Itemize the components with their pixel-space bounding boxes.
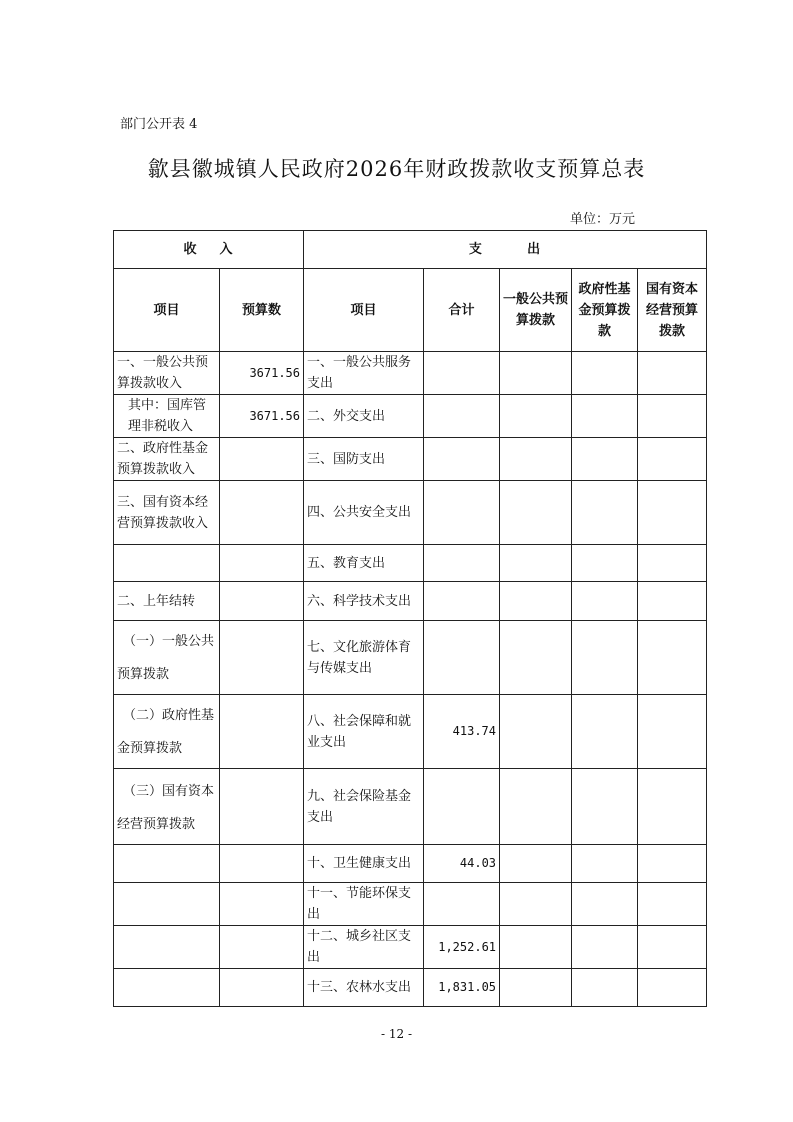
expense-item: 十二、城乡社区支出 [304,926,424,969]
income-budget [220,438,304,481]
expense-item: 一、一般公共服务支出 [304,352,424,395]
general-public-cell [500,969,572,1007]
income-budget [220,582,304,621]
state-capital-cell [638,926,707,969]
expense-header: 支 出 [304,231,707,269]
table-row [114,582,707,621]
expense-total [424,481,500,545]
income-item [114,545,220,582]
gov-fund-cell [572,883,638,926]
state-capital-cell [638,545,707,582]
income-item [114,969,220,1007]
income-item [114,769,220,845]
general-public-cell [500,845,572,883]
expense-item: 十三、农林水支出 [304,969,424,1007]
general-public-cell [500,395,572,438]
expense-item: 九、社会保险基金支出 [304,769,424,845]
state-capital-cell [638,883,707,926]
expense-item: 七、文化旅游体育与传媒支出 [304,621,424,695]
expense-item-header: 项目 [304,269,424,352]
gov-fund-cell [572,481,638,545]
general-public-cell [500,545,572,582]
expense-total [424,395,500,438]
expense-item: 三、国防支出 [304,438,424,481]
general-public-cell [500,883,572,926]
table-row [114,438,707,481]
income-budget [220,481,304,545]
general-public-cell [500,438,572,481]
table-row [114,883,707,926]
expense-item: 十、卫生健康支出 [304,845,424,883]
gov-fund-cell [572,438,638,481]
income-item: 一、一般公共预算拨款收入 [114,352,220,395]
income-item-line-1: （一）一般公共 [123,634,215,649]
expense-item: 五、教育支出 [304,545,424,582]
state-capital-cell [638,481,707,545]
expense-total: 413.74 [424,695,500,769]
gov-fund-cell [572,582,638,621]
general-public-cell [500,352,572,395]
page-number: - 12 - [380,1027,412,1041]
gov-fund-cell [572,395,638,438]
table-row [114,769,707,845]
general-public-cell [500,582,572,621]
income-item-line-2: 经营预算拨款 [117,817,196,832]
income-item-line-2: 预算拨款 [117,667,170,682]
table-row [114,395,707,438]
gov-fund-cell [572,769,638,845]
general-public-cell [500,481,572,545]
state-capital-cell [638,395,707,438]
budget-table [113,230,707,1007]
expense-total [424,621,500,695]
expense-total [424,769,500,845]
state-capital-cell [638,621,707,695]
income-budget [220,969,304,1007]
general-public-header: 一般公共预算拨款 [500,269,572,352]
income-budget [220,926,304,969]
income-budget [220,883,304,926]
state-capital-cell [638,969,707,1007]
gov-fund-cell [572,352,638,395]
expense-total: 1,831.05 [424,969,500,1007]
expense-item: 二、外交支出 [304,395,424,438]
expense-total [424,545,500,582]
gov-fund-cell [572,845,638,883]
total-header: 合计 [424,269,500,352]
expense-total [424,582,500,621]
gov-fund-cell [572,926,638,969]
income-budget-header: 预算数 [220,269,304,352]
income-item-header: 项目 [114,269,220,352]
gov-fund-cell [572,621,638,695]
income-item-line-1: （三）国有资本 [123,784,215,799]
unit-label: 单位：万元 [570,212,636,227]
header-row-group [114,231,707,269]
expense-item: 四、公共安全支出 [304,481,424,545]
table-row [114,352,707,395]
state-capital-cell [638,769,707,845]
general-public-cell [500,695,572,769]
state-capital-cell [638,845,707,883]
state-capital-cell [638,695,707,769]
table-row [114,926,707,969]
state-capital-header: 国有资本经营预算拨款 [638,269,707,352]
state-capital-cell [638,352,707,395]
income-budget [220,769,304,845]
income-budget [220,695,304,769]
gov-fund-cell [572,969,638,1007]
table-row [114,695,707,769]
income-budget: 3671.56 [220,352,304,395]
page-title: 歙县徽城镇人民政府2026年财政拨款收支预算总表 [147,157,646,181]
income-item [114,926,220,969]
income-item: 其中：国库管理非税收入 [114,395,220,438]
income-item: 二、上年结转 [114,582,220,621]
income-item: 二、政府性基金预算拨款收入 [114,438,220,481]
table-row [114,545,707,582]
expense-item: 十一、节能环保支出 [304,883,424,926]
expense-item: 八、社会保障和就业支出 [304,695,424,769]
header-row-columns [114,269,707,352]
income-budget: 3671.56 [220,395,304,438]
expense-item: 六、科学技术支出 [304,582,424,621]
income-budget [220,845,304,883]
expense-total: 1,252.61 [424,926,500,969]
general-public-cell [500,621,572,695]
income-item [114,845,220,883]
income-item [114,695,220,769]
gov-fund-header: 政府性基金预算拨款 [572,269,638,352]
income-item: 三、国有资本经营预算拨款收入 [114,481,220,545]
expense-total: 44.03 [424,845,500,883]
expense-total [424,883,500,926]
income-budget [220,621,304,695]
gov-fund-cell [572,545,638,582]
form-label: 部门公开表 4 [120,117,198,132]
income-item [114,883,220,926]
table-row [114,845,707,883]
income-item-line-1: （二）政府性基 [123,708,215,723]
expense-total [424,438,500,481]
general-public-cell [500,926,572,969]
table-row [114,621,707,695]
table-row [114,481,707,545]
income-header: 收 入 [114,231,304,269]
state-capital-cell [638,582,707,621]
general-public-cell [500,769,572,845]
income-item [114,621,220,695]
state-capital-cell [638,438,707,481]
expense-total [424,352,500,395]
income-item-line-2: 金预算拨款 [117,741,183,756]
gov-fund-cell [572,695,638,769]
income-budget [220,545,304,582]
table-row [114,969,707,1007]
